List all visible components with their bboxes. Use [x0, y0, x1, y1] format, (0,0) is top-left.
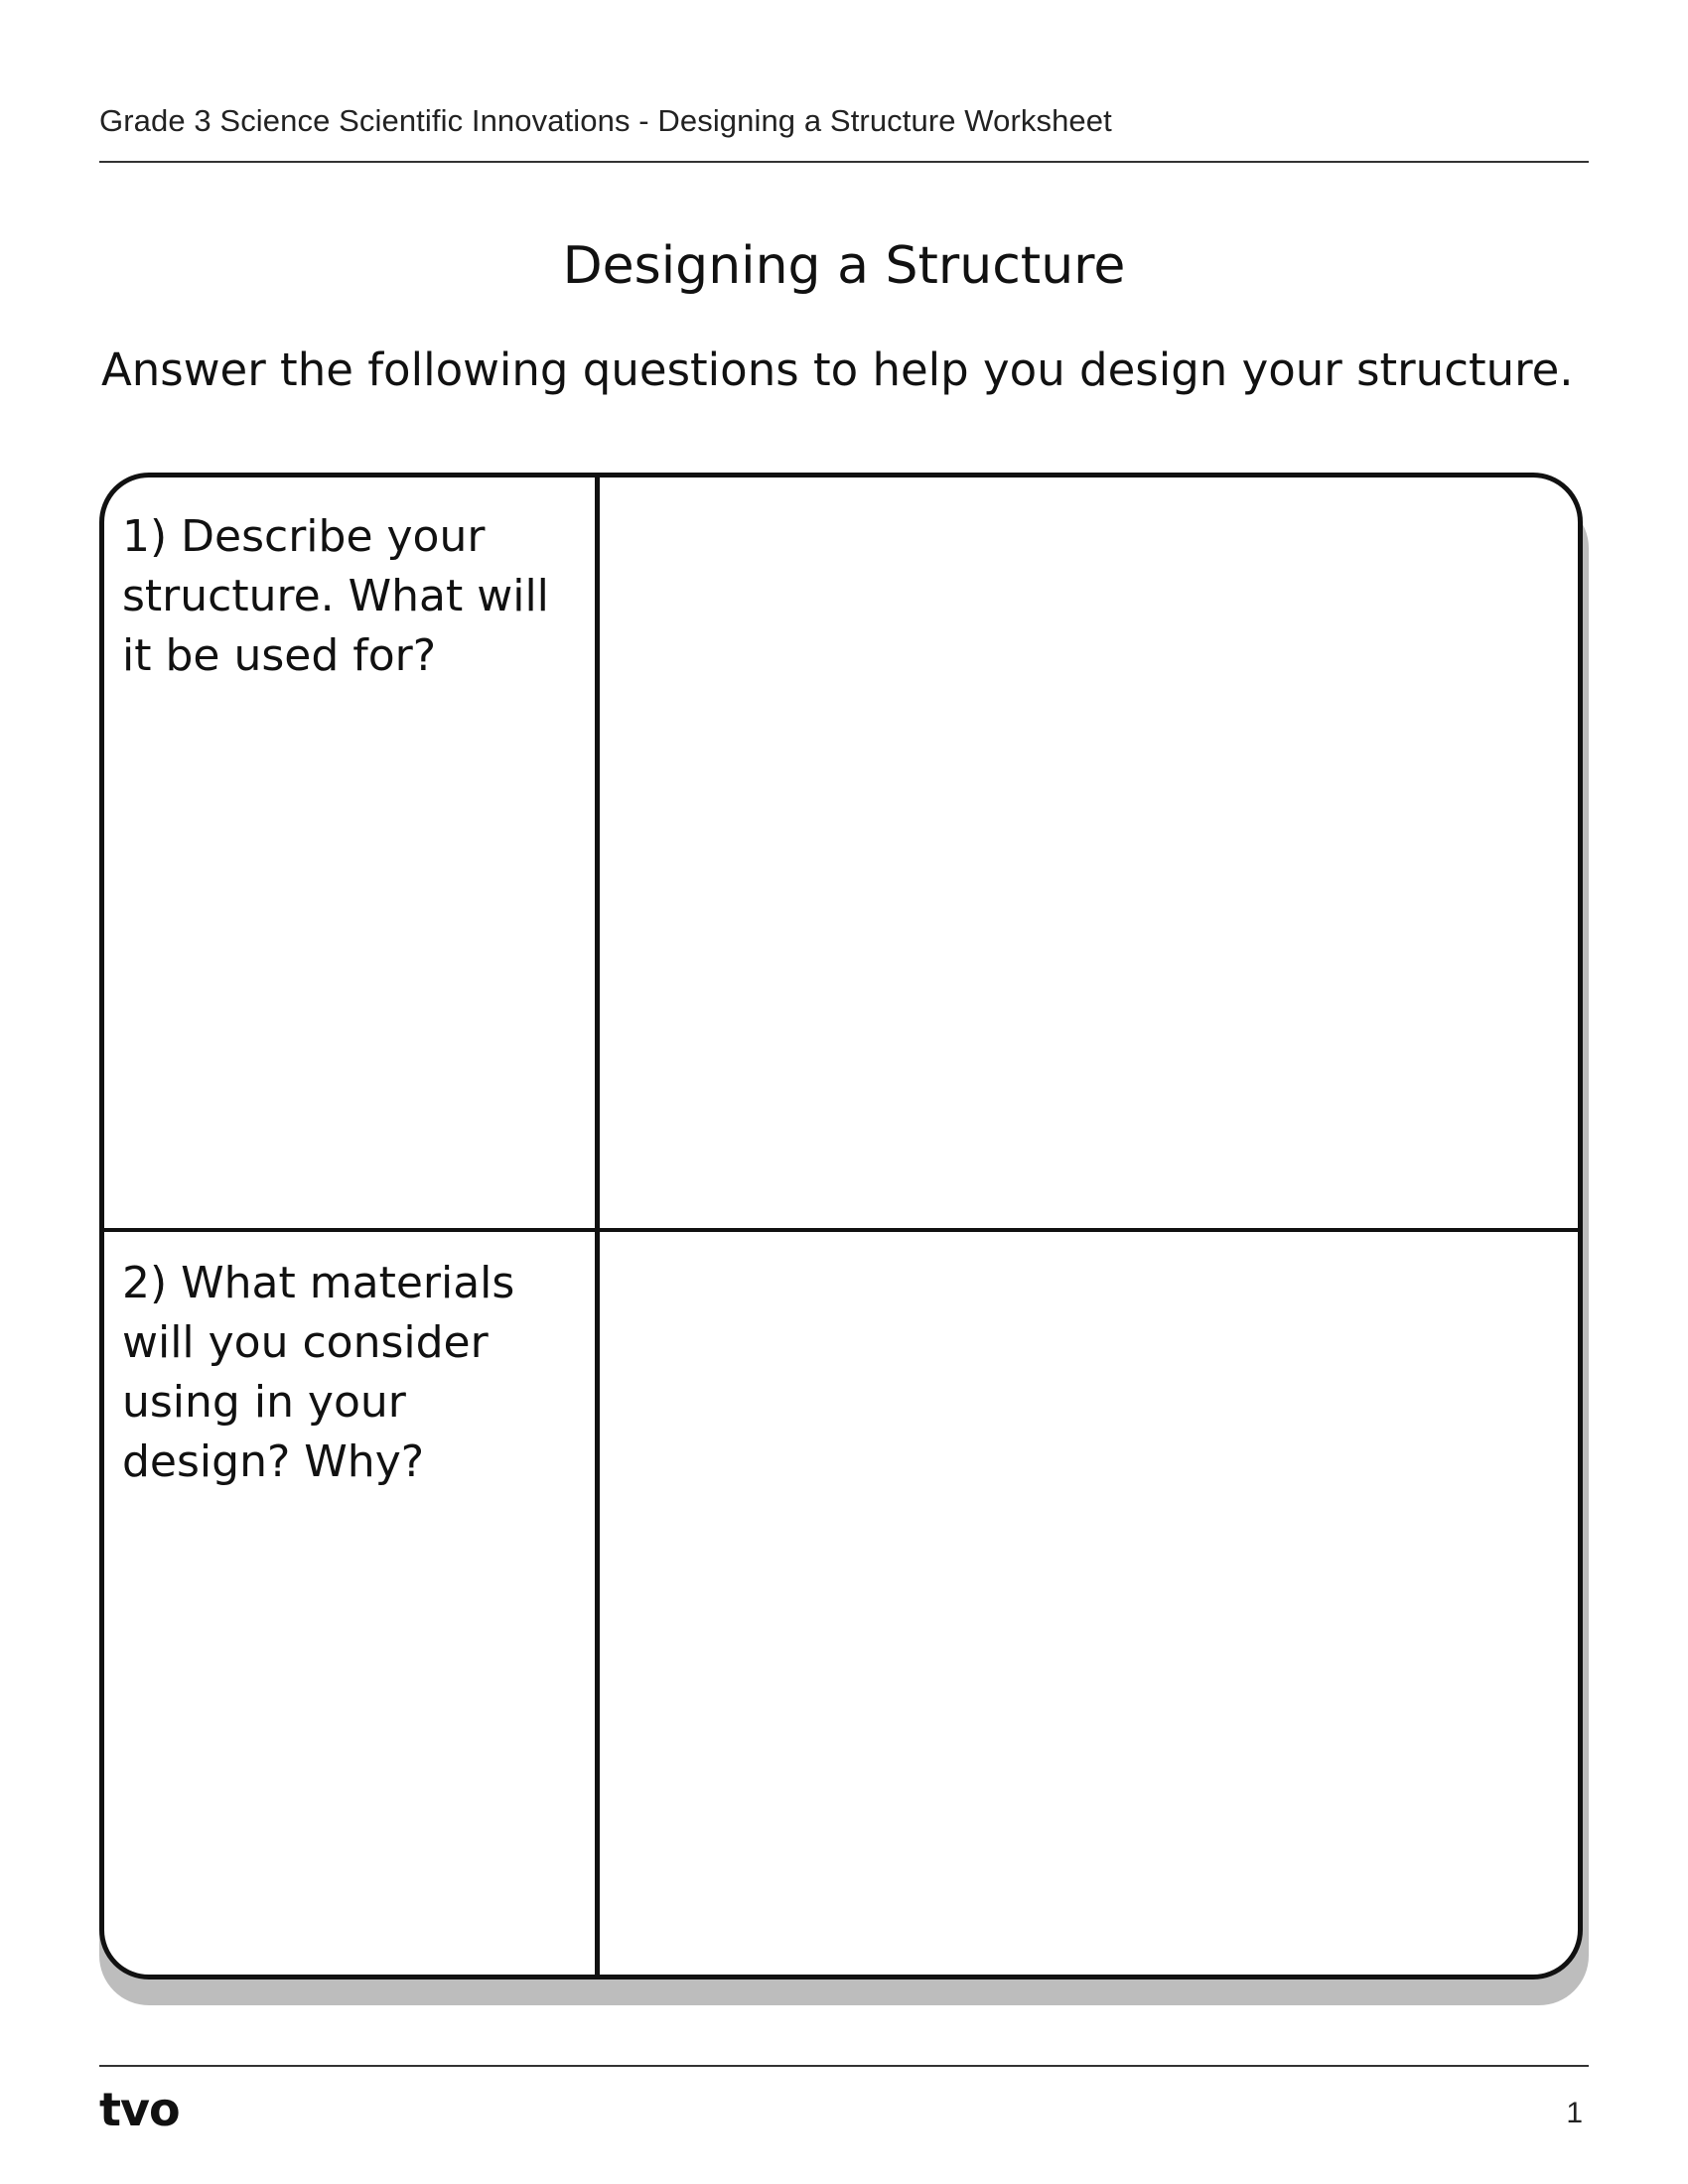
question-2-line: will you consider: [122, 1317, 489, 1368]
question-1-answer-area[interactable]: [600, 478, 1583, 1228]
page-number: 1: [1566, 2097, 1583, 2129]
footer-divider: [99, 2065, 1589, 2067]
page-header: Grade 3 Science Scientific Innovations - Designing a Structure Worksheet: [99, 103, 1112, 138]
question-2-line: design? Why?: [122, 1436, 425, 1487]
question-1-prompt: [122, 507, 579, 686]
header-divider: [99, 161, 1589, 163]
question-2-line: 2) What materials: [122, 1258, 515, 1308]
question-1-line: structure. What will: [122, 571, 549, 621]
tvo-logo: tvo: [99, 2083, 180, 2136]
question-2-prompt: [122, 1254, 579, 1492]
question-table: [99, 473, 1583, 1979]
question-1-line: 1) Describe your: [122, 511, 486, 562]
question-2-answer-area[interactable]: [600, 1232, 1583, 1975]
worksheet-title: Designing a Structure: [562, 236, 1126, 296]
question-1-line: it be used for?: [122, 630, 437, 681]
worksheet-instructions: Answer the following questions to help you design your structure.: [101, 343, 1574, 396]
question-2-line: using in your: [122, 1377, 406, 1428]
